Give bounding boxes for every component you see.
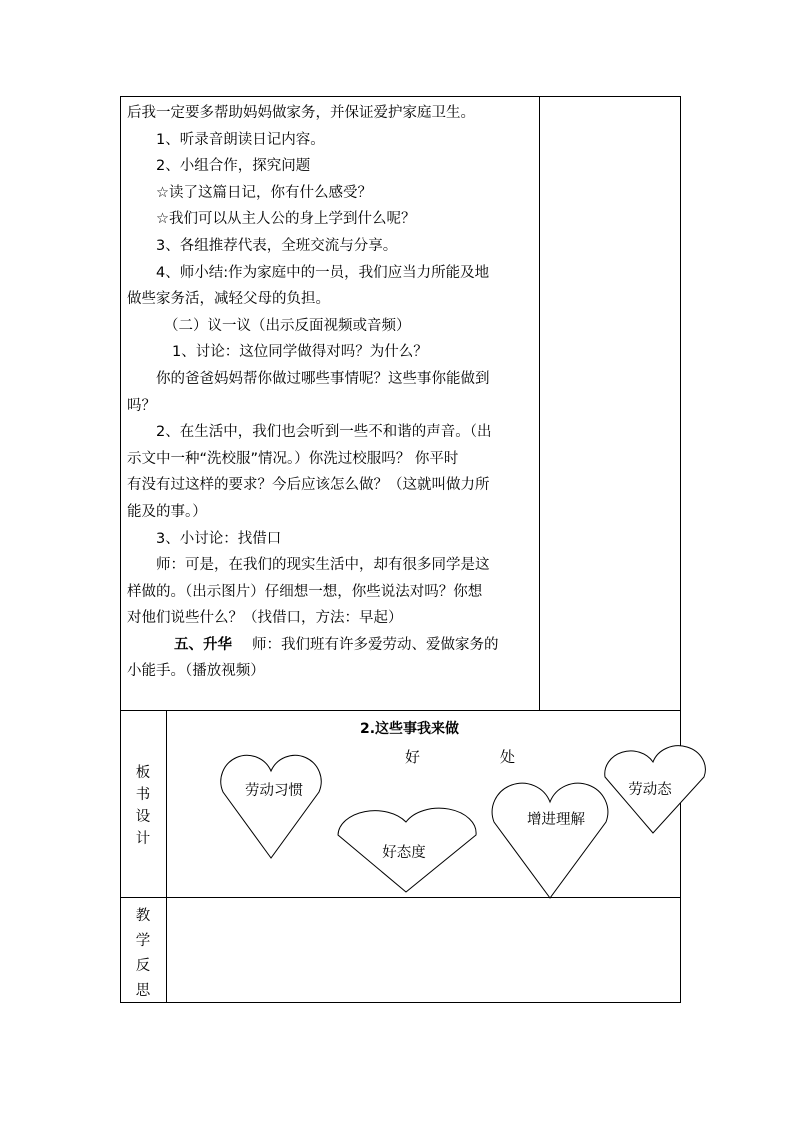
text-line: 样做的。（出示图片）仔细想一想，你些说法对吗？你想 — [127, 583, 483, 600]
board-title: 2.这些事我来做 — [360, 721, 460, 737]
text-line: 后我一定要多帮助妈妈做家务，并保证爱护家庭卫生。 — [127, 105, 475, 121]
lesson-content — [127, 100, 533, 685]
label-char: 板 — [135, 765, 151, 781]
section5-heading: 五、升华 — [174, 636, 232, 653]
table-top-border — [120, 96, 681, 97]
row-divider-board — [120, 710, 681, 711]
heart-shape-4 — [605, 746, 706, 833]
notes-column-divider — [539, 96, 540, 710]
board-word-hao: 好 — [405, 748, 421, 766]
heart-label-4: 劳动态 — [628, 782, 672, 798]
text-line: 吗？ — [127, 397, 156, 414]
heart-label-1: 劳动习惯 — [245, 783, 303, 799]
text-line: 3、各组推荐代表，全班交流与分享。 — [156, 237, 398, 254]
heart-label-3: 增进理解 — [527, 812, 585, 828]
label-char: 学 — [135, 933, 151, 949]
teaching-reflection-label — [120, 904, 166, 1004]
heart-label-2: 好态度 — [382, 845, 426, 861]
table-left-border — [120, 96, 121, 1003]
text-line: 能及的事。） — [127, 503, 207, 520]
text-line: 对他们说些什么？（找借口，方法：早起） — [127, 610, 403, 627]
section5-row — [127, 632, 533, 659]
label-char: 反 — [135, 958, 151, 974]
text-line: 有没有过这样的要求？今后应该怎么做？（这就叫做力所 — [127, 477, 490, 494]
heart-shape-1 — [221, 755, 321, 858]
text-line: 师：我们班有许多爱劳动、爱做家务的 — [252, 636, 499, 653]
text-line: ☆读了这篇日记，你有什么感受？ — [156, 184, 372, 201]
label-char: 教 — [135, 908, 151, 924]
text-line: 2、小组合作，探究问题 — [156, 158, 311, 175]
heart-shape-3 — [492, 783, 608, 898]
text-line: 你的爸爸妈妈帮你做过哪些事情呢？这些事你能做到 — [156, 370, 490, 387]
text-line: 1、听录音朗读日记内容。 — [156, 131, 325, 148]
board-hearts-diagram — [166, 740, 680, 900]
text-line: 小能手。（播放视频） — [127, 663, 265, 680]
heart-shape-2 — [338, 808, 476, 892]
text-line: 4、师小结:作为家庭中的一员，我们应当力所能及地 — [156, 264, 490, 281]
section-heading-discuss: （二）议一议（出示反面视频或音频） — [164, 317, 411, 334]
text-line: 3、小讨论：找借口 — [156, 530, 282, 547]
text-line: 2、在生活中，我们也会听到一些不和谐的声音。（出 — [156, 424, 492, 441]
label-char: 计 — [135, 831, 151, 847]
label-char: 设 — [135, 809, 151, 825]
text-line: 师：可是，在我们的现实生活中，却有很多同学是这 — [156, 557, 490, 574]
table-right-border — [680, 96, 681, 1003]
text-line: ☆我们可以从主人公的身上学到什么呢？ — [156, 211, 416, 228]
text-line: 做些家务活，减轻父母的负担。 — [127, 291, 330, 308]
label-char: 书 — [135, 787, 151, 803]
table-bottom-border — [120, 1002, 681, 1003]
board-design-label — [120, 762, 166, 850]
board-word-chu: 处 — [500, 748, 516, 766]
label-char: 思 — [135, 983, 151, 999]
text-line: 1、讨论：这位同学做得对吗？为什么？ — [172, 344, 428, 361]
text-line: 示文中一种“洗校服”情况。）你洗过校服吗？ 你平时 — [127, 450, 459, 467]
